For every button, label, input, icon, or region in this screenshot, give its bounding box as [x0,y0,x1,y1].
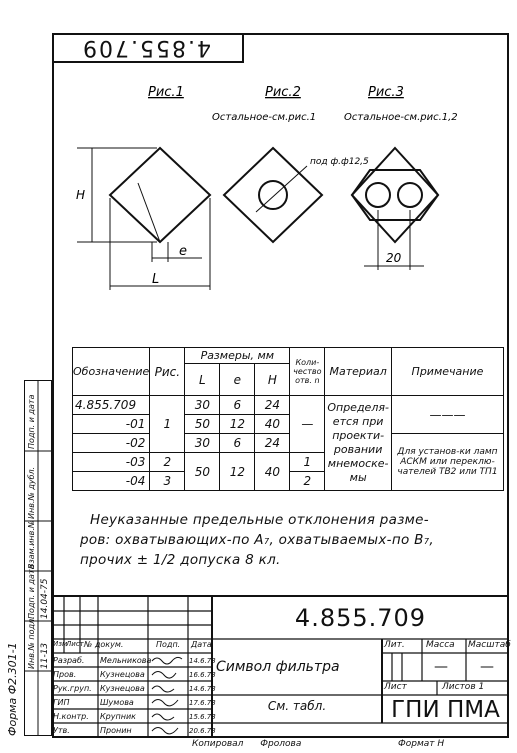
fig3-shape [352,170,438,220]
fig2-hole [259,181,287,209]
row-qty: — [290,396,325,453]
row-designation: 4.855.709 [73,396,150,415]
tb-role: ГИП [53,698,70,707]
tb-date: 16.6.73 [189,671,216,679]
row-H: 40 [255,415,290,434]
row-e: 12 [220,415,255,434]
tb-col-doc: № докум. [84,640,124,649]
side-band [24,380,52,736]
dim-pitch: 20 [386,251,402,265]
tb-dash-scale: — [480,659,494,675]
row-e: 12 [220,453,255,491]
tb-col-date: Дата [191,640,212,649]
row-qty: 2 [290,472,325,491]
tb-col-izm: Изм [53,640,68,648]
tb-person: Шумова [100,698,134,707]
tb-col-sign: Подп. [156,640,181,649]
tb-sheets: Листов 1 [442,682,485,692]
row-fig: 1 [150,396,185,453]
fig1-title: Рис.1 [148,85,184,100]
note-line-2: ров: охватывающих-по А₇, охватываемых-по В₇, [80,532,434,548]
side-form: Форма Ф2.301-1 [6,642,19,736]
tb-dates [189,654,216,738]
copied-text: Копировал [192,739,244,749]
fig2-note: Остальное-см.рис.1 [212,112,317,123]
tb-date: 14.6.73 [189,685,216,693]
tb-org: ГПИ ПМА [391,697,500,723]
th-note: Примечание [391,348,503,396]
fig3-hole-right [398,183,422,207]
fig2-diamond [224,148,322,242]
fig3-title: Рис.3 [368,85,404,100]
side-inv-value: 11-13 [40,642,50,669]
row-designation: -03 [73,453,150,472]
row-H: 24 [255,434,290,453]
tb-date: 17.6.73 [189,699,216,707]
tb-person: Крупник [100,712,136,721]
tb-role: Утв. [53,726,70,735]
side-inv-orig: Инв.№ подл. [27,616,36,669]
th-material: Материал [325,348,392,396]
top-stamp-box [52,33,244,63]
tb-role: Н.контр. [53,712,89,721]
copied-label [192,739,301,749]
dim-e: е [179,244,187,259]
dim-l: L [152,272,160,287]
row-e: 6 [220,434,255,453]
tb-dash-mass: — [434,659,448,675]
tb-role: Рук.груп. [53,684,92,693]
tb-role: Пров. [53,670,77,679]
row-L: 50 [185,415,220,434]
note-dash: ——— [391,396,503,434]
signatures [149,653,187,737]
tb-date: 20.6.73 [189,727,216,735]
hole-label: под ф.ф12,5 [310,157,369,167]
tb-scale: Масштаб [468,640,511,650]
spec-table [72,347,504,491]
row-e: 6 [220,396,255,415]
th-qty: Коли-чество отв. n [290,348,325,396]
copier-name: Фролова [260,739,302,749]
tb-doc-number: 4.855.709 [294,604,427,632]
row-H: 40 [255,453,290,491]
tb-lit: Лит. [384,640,405,650]
mirrored-doc-number: 4.855.709 [81,35,211,60]
format-label: Формат Н [398,739,445,749]
note-line-1: Неуказанные предельные отклонения разме- [90,512,429,528]
fig1-diamond [110,148,210,242]
fig2-title: Рис.2 [265,85,301,100]
side-sign-date: Подп. и дата [27,564,36,619]
tb-roles [53,654,92,738]
row-H: 24 [255,396,290,415]
tb-names [100,654,151,738]
tb-role: Разраб. [53,656,85,665]
note-line-3: прочих ± 1/2 допуска 8 кл. [80,552,281,568]
row-fig: 3 [150,472,185,491]
side-inv-dup: Взам.инв.№ [27,519,36,569]
tb-mass: Масса [426,640,455,650]
row-designation: -02 [73,434,150,453]
side-inv-dub: Инв.№ дубл. [27,466,36,519]
tb-col-list: Лист [66,640,84,648]
th-L: L [185,364,220,396]
th-H: Н [255,364,290,396]
dim-h: Н [76,188,86,202]
note-text: Для установ-ки ламп АСКМ или переклю-чателей ТВ2 или ТП1 [391,434,503,491]
tb-person: Кузнецова [100,670,145,679]
title-block [52,595,509,738]
tb-material: См. табл. [267,699,327,713]
row-L: 50 [185,453,220,491]
row-designation: -01 [73,415,150,434]
figures-drawing [52,80,509,300]
th-fig: Рис. [150,348,185,396]
tb-name: Символ фильтра [216,659,340,675]
general-notes [80,510,500,570]
row-designation: -04 [73,472,150,491]
material-cell: Определя-ется при проекти-ровании мнемоске-мы [325,396,392,491]
th-sizes: Размеры, мм [185,348,290,364]
row-qty: 1 [290,453,325,472]
tb-date: 14.6.73 [189,657,216,665]
tb-date: 15.6.73 [189,713,216,721]
tb-person: Пронин [100,726,132,735]
tb-person: Кузнецова [100,684,145,693]
side-sign-date-2: Подп. и дата [27,394,36,449]
side-sign-value: 14.04-75 [40,578,50,619]
tb-sheet: Лист [384,682,407,692]
tb-person: Мельникова [100,656,152,665]
th-designation: Обозначение [73,348,150,396]
fig3-note: Остальное-см.рис.1,2 [344,112,458,123]
th-e: е [220,364,255,396]
row-fig: 2 [150,453,185,472]
fig3-hole-left [366,183,390,207]
row-L: 30 [185,396,220,415]
row-L: 30 [185,434,220,453]
